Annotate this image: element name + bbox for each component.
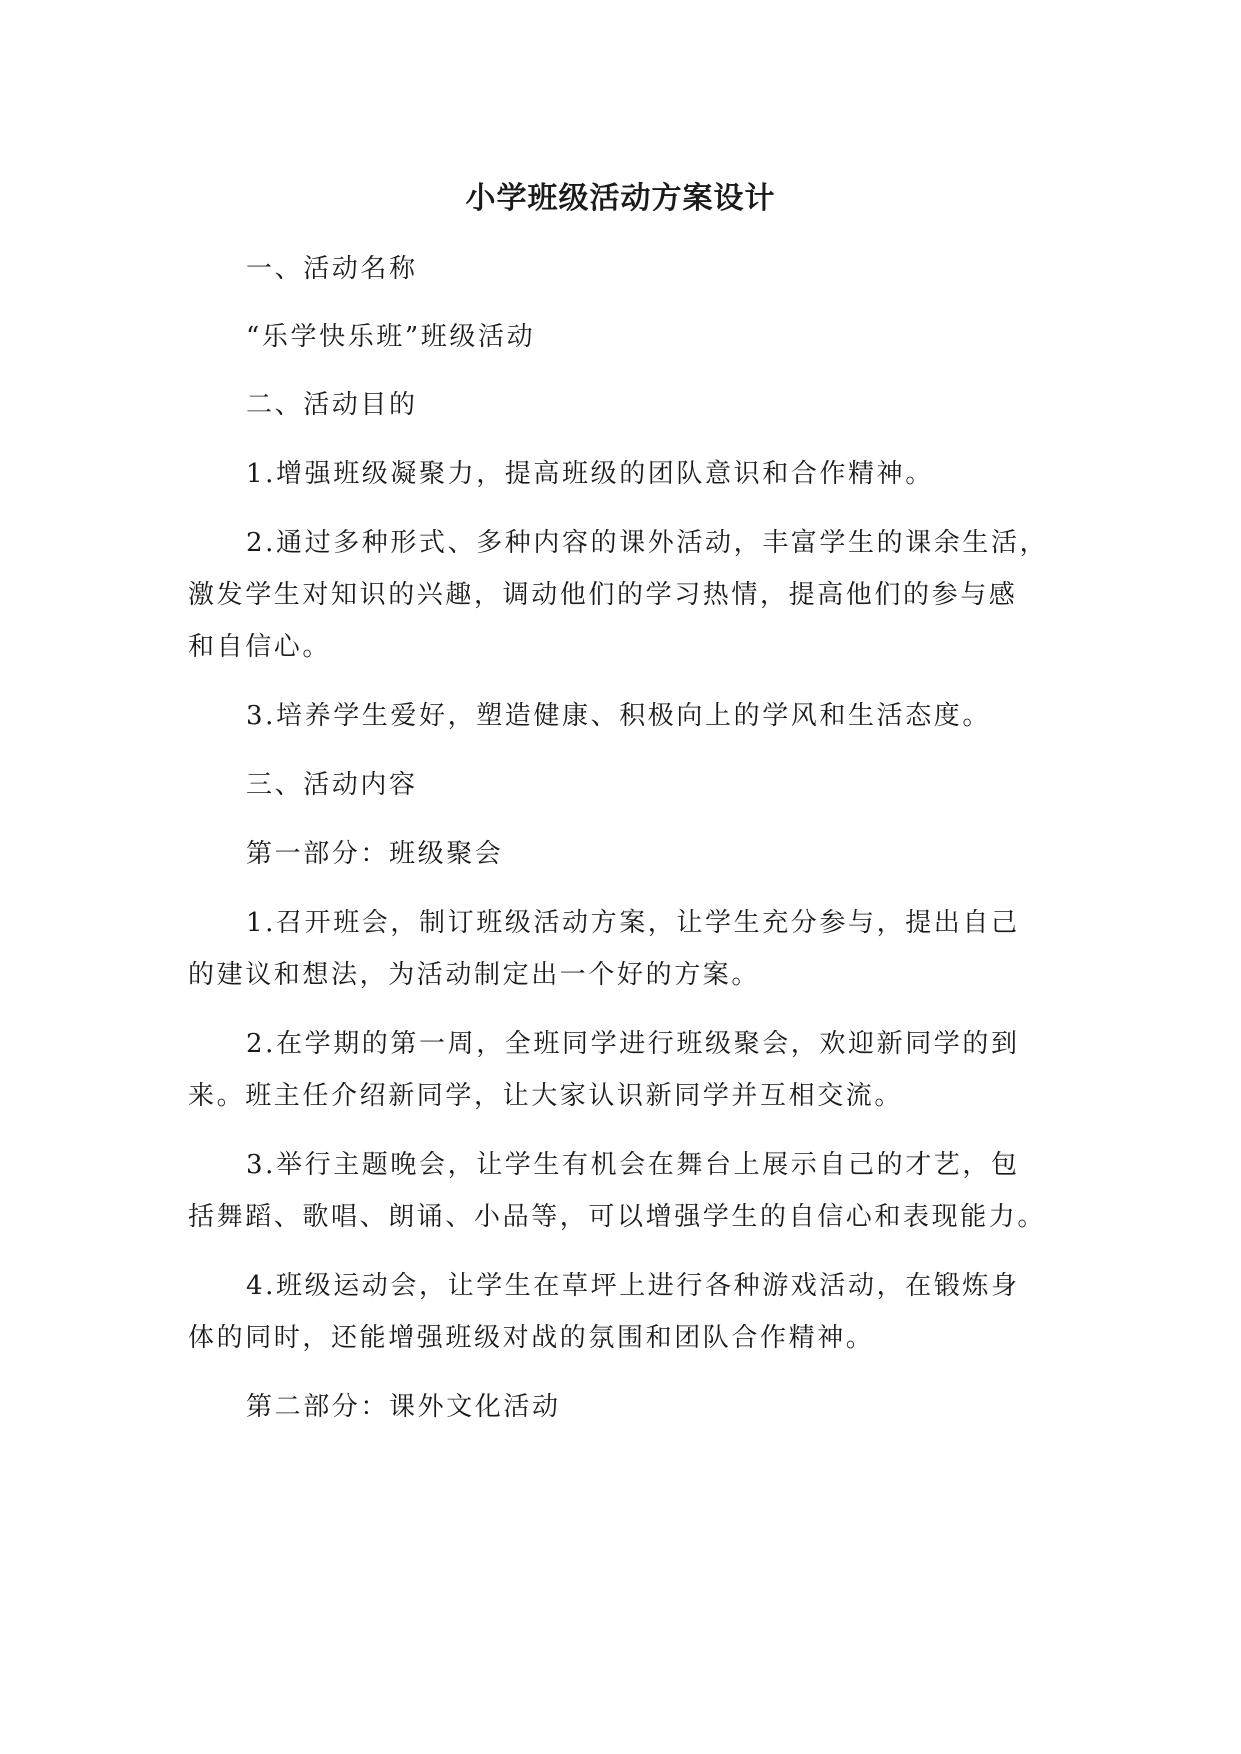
document-title: 小学班级活动方案设计	[465, 181, 776, 216]
paragraph-line: “乐学快乐班”班级活动	[246, 322, 536, 352]
paragraph-line: 1.召开班会，制订班级活动方案，让学生充分参与，提出自己	[246, 908, 1020, 938]
paragraph-line: 括舞蹈、歌唱、朗诵、小品等，可以增强学生的自信心和表现能力。	[188, 1202, 1047, 1232]
paragraph-line: 4.班级运动会，让学生在草坪上进行各种游戏活动，在锻炼身	[246, 1271, 1020, 1301]
paragraph-line: 2.在学期的第一周，全班同学进行班级聚会，欢迎新同学的到	[246, 1029, 1020, 1059]
paragraph-line: 3.举行主题晚会，让学生有机会在舞台上展示自己的才艺，包	[246, 1150, 1020, 1180]
paragraph-line: 3.培养学生爱好，塑造健康、积极向上的学风和生活态度。	[246, 701, 992, 731]
paragraph-line: 激发学生对知识的兴趣，调动他们的学习热情，提高他们的参与感	[188, 580, 1018, 610]
heading-activity-content: 三、活动内容	[246, 770, 418, 800]
paragraph-line: 和自信心。	[188, 632, 332, 662]
subheading-part-two: 第二部分：课外文化活动	[246, 1392, 561, 1422]
paragraph-line: 1.增强班级凝聚力，提高班级的团队意识和合作精神。	[246, 459, 934, 489]
heading-activity-name: 一、活动名称	[246, 254, 418, 284]
heading-activity-purpose: 二、活动目的	[246, 390, 418, 420]
paragraph-line: 2.通过多种形式、多种内容的课外活动，丰富学生的课余生活，	[246, 528, 1049, 558]
paragraph-line: 体的同时，还能增强班级对战的氛围和团队合作精神。	[188, 1323, 875, 1353]
paragraph-line: 的建议和想法，为活动制定出一个好的方案。	[188, 960, 761, 990]
paragraph-line: 来。班主任介绍新同学，让大家认识新同学并互相交流。	[188, 1081, 904, 1111]
subheading-part-one: 第一部分：班级聚会	[246, 839, 504, 869]
